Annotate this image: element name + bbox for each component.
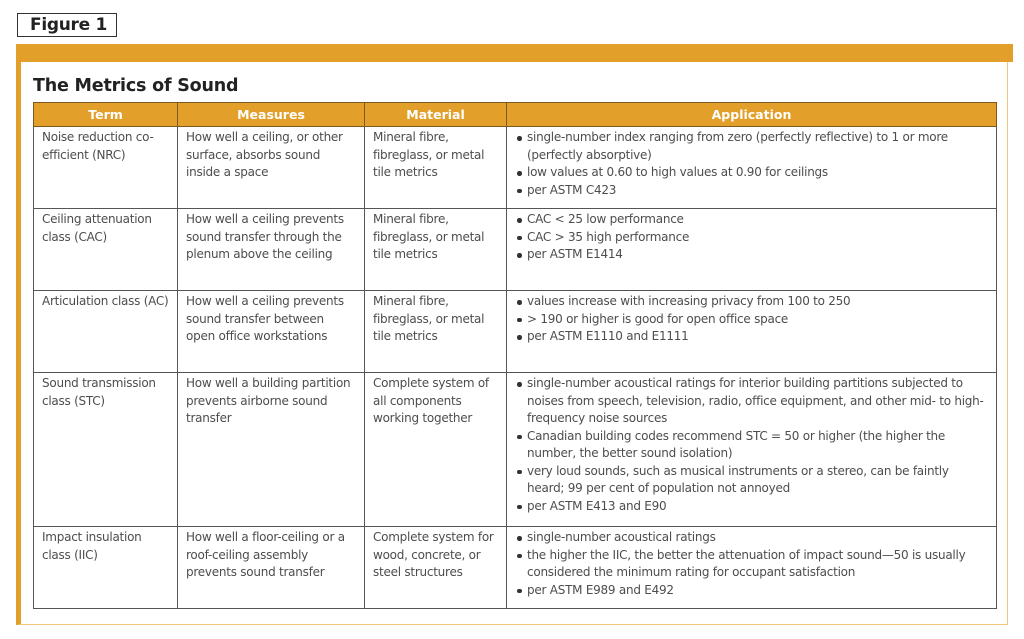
cell-term: Articulation class (AC) (34, 291, 178, 373)
cell-application (507, 291, 997, 373)
application-item: per ASTM E1110 and E1111 (515, 328, 988, 346)
cell-measures: How well a ceiling prevents sound transfer through the plenum above the ceiling (178, 209, 365, 291)
application-item: single-number index ranging from zero (perfectly reflective) to 1 or more (perfectly absorptive) (515, 129, 988, 164)
application-item: very loud sounds, such as musical instruments or a stereo, can be faintly heard; 99 per cent of population not annoyed (515, 463, 988, 498)
cell-application (507, 127, 997, 209)
application-list (515, 211, 988, 264)
application-item: per ASTM E413 and E90 (515, 498, 988, 516)
cell-term: Sound transmission class (STC) (34, 373, 178, 527)
application-list (515, 293, 988, 346)
cell-term: Noise reduction co-efficient (NRC) (34, 127, 178, 209)
cell-application (507, 527, 997, 609)
application-item: Canadian building codes recommend STC = 50 or higher (the higher the number, the better sound isolation) (515, 428, 988, 463)
metrics-table (33, 102, 997, 609)
panel-header-bar (16, 44, 1013, 62)
header-row (34, 103, 997, 127)
table-row (34, 127, 997, 209)
cell-measures: How well a ceiling, or other surface, absorbs sound inside a space (178, 127, 365, 209)
cell-application (507, 373, 997, 527)
column-header-measures: Measures (178, 103, 365, 127)
application-list (515, 529, 988, 599)
table-row (34, 291, 997, 373)
table-row (34, 209, 997, 291)
column-header-application: Application (507, 103, 997, 127)
cell-term: Impact insulation class (IIC) (34, 527, 178, 609)
cell-material: Mineral fibre, fibreglass, or metal tile metrics (365, 127, 507, 209)
application-list (515, 375, 988, 515)
application-item: single-number acoustical ratings (515, 529, 988, 547)
application-item: CAC > 35 high performance (515, 229, 988, 247)
cell-material: Mineral fibre, fibreglass, or metal tile metrics (365, 209, 507, 291)
application-item: CAC < 25 low performance (515, 211, 988, 229)
cell-material: Complete system of all components working together (365, 373, 507, 527)
application-item: low values at 0.60 to high values at 0.90 for ceilings (515, 164, 988, 182)
figure-label: Figure 1 (17, 13, 117, 37)
application-item: values increase with increasing privacy from 100 to 250 (515, 293, 988, 311)
cell-measures: How well a ceiling prevents sound transfer between open office workstations (178, 291, 365, 373)
figure-panel (16, 44, 1008, 625)
table-row (34, 373, 997, 527)
table-title: The Metrics of Sound (33, 76, 239, 96)
cell-application (507, 209, 997, 291)
cell-measures: How well a floor-ceiling or a roof-ceiling assembly prevents sound transfer (178, 527, 365, 609)
table-row (34, 527, 997, 609)
application-list (515, 129, 988, 199)
application-item: per ASTM E989 and E492 (515, 582, 988, 600)
application-item: per ASTM C423 (515, 182, 988, 200)
application-item: the higher the IIC, the better the attenuation of impact sound—50 is usually considered the minimum rating for occupant satisfaction (515, 547, 988, 582)
application-item: > 190 or higher is good for open office space (515, 311, 988, 329)
application-item: per ASTM E1414 (515, 246, 988, 264)
cell-material: Complete system for wood, concrete, or steel structures (365, 527, 507, 609)
application-item: single-number acoustical ratings for interior building partitions subjected to noises from speech, television, radio, office equipment, and other mid- to high-frequency noise sources (515, 375, 988, 428)
cell-term: Ceiling attenuation class (CAC) (34, 209, 178, 291)
column-header-term: Term (34, 103, 178, 127)
cell-measures: How well a building partition prevents airborne sound transfer (178, 373, 365, 527)
column-header-material: Material (365, 103, 507, 127)
cell-material: Mineral fibre, fibreglass, or metal tile metrics (365, 291, 507, 373)
